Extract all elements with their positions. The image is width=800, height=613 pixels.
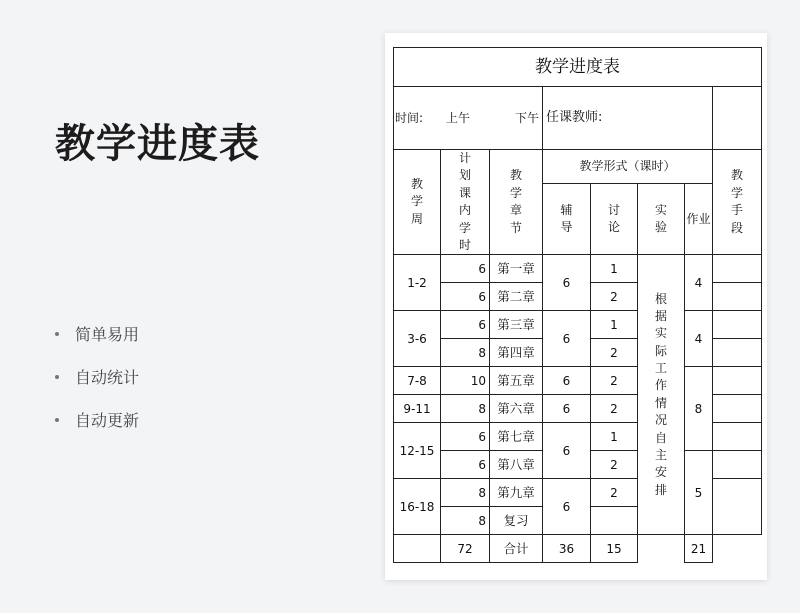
- week-cell[interactable]: 1-2: [394, 255, 441, 311]
- table-row: [394, 367, 762, 395]
- means-cell[interactable]: [713, 395, 762, 423]
- hours-cell[interactable]: 8: [441, 395, 490, 423]
- header-chapter: 教学章节: [490, 150, 543, 255]
- hours-cell[interactable]: 10: [441, 367, 490, 395]
- discussion-cell[interactable]: [591, 507, 638, 535]
- header-planned-hours: 计划课内学时: [441, 150, 490, 255]
- chapter-cell[interactable]: 第四章: [490, 339, 543, 367]
- hours-cell[interactable]: 6: [441, 255, 490, 283]
- chapter-cell[interactable]: 第一章: [490, 255, 543, 283]
- tutoring-cell[interactable]: 6: [543, 255, 591, 311]
- means-cell[interactable]: [713, 367, 762, 395]
- chapter-cell[interactable]: 复习: [490, 507, 543, 535]
- chapter-cell[interactable]: 第七章: [490, 423, 543, 451]
- total-homework-cell[interactable]: 21: [685, 535, 713, 563]
- table-row: [394, 255, 762, 283]
- hours-cell[interactable]: 6: [441, 283, 490, 311]
- discussion-cell[interactable]: 2: [591, 395, 638, 423]
- hours-cell[interactable]: 8: [441, 507, 490, 535]
- week-cell[interactable]: 16-18: [394, 479, 441, 535]
- total-row: [394, 535, 762, 563]
- header-tutoring: 辅导: [543, 184, 591, 255]
- total-experiment-cell[interactable]: [638, 535, 685, 563]
- feature-label: 自动更新: [75, 411, 140, 430]
- feature-list: [55, 312, 139, 441]
- means-cell[interactable]: [713, 479, 762, 535]
- feature-item: [55, 398, 139, 441]
- discussion-cell[interactable]: 2: [591, 339, 638, 367]
- page-title: 教学进度表: [55, 121, 260, 167]
- homework-cell[interactable]: 4: [685, 255, 713, 311]
- time-label: 时间:: [395, 111, 424, 125]
- chapter-cell[interactable]: 第八章: [490, 451, 543, 479]
- hours-cell[interactable]: 6: [441, 451, 490, 479]
- tutoring-cell[interactable]: 6: [543, 423, 591, 479]
- tutoring-cell[interactable]: 6: [543, 367, 591, 395]
- week-cell[interactable]: 3-6: [394, 311, 441, 367]
- time-cell[interactable]: [394, 87, 543, 150]
- bullet-icon: [55, 375, 59, 379]
- header-week: 教学周: [394, 150, 441, 255]
- discussion-cell[interactable]: 1: [591, 423, 638, 451]
- sheet-title: 教学进度表: [394, 48, 762, 87]
- total-tutoring-cell[interactable]: 36: [543, 535, 591, 563]
- chapter-cell[interactable]: 第二章: [490, 283, 543, 311]
- tutoring-cell[interactable]: 6: [543, 479, 591, 535]
- means-cell[interactable]: [713, 339, 762, 367]
- total-hours-cell[interactable]: 72: [441, 535, 490, 563]
- feature-item: [55, 355, 139, 398]
- discussion-cell[interactable]: 2: [591, 283, 638, 311]
- spreadsheet-preview: [385, 33, 767, 580]
- total-week-cell[interactable]: [394, 535, 441, 563]
- header-teaching-means: 教学手段: [713, 150, 762, 255]
- discussion-cell[interactable]: 2: [591, 451, 638, 479]
- total-discussion-cell[interactable]: 15: [591, 535, 638, 563]
- tutoring-cell[interactable]: 6: [543, 395, 591, 423]
- week-cell[interactable]: 9-11: [394, 395, 441, 423]
- header-experiment: 实验: [638, 184, 685, 255]
- bullet-icon: [55, 418, 59, 422]
- header-teaching-form: 教学形式（课时）: [543, 150, 713, 184]
- header-homework: 作业: [685, 184, 713, 255]
- pm-label: 下午: [514, 111, 539, 125]
- table-row: [394, 311, 762, 339]
- schedule-table: [393, 47, 762, 563]
- total-label[interactable]: 合计: [490, 535, 543, 563]
- week-cell[interactable]: 12-15: [394, 423, 441, 479]
- means-cell[interactable]: [713, 423, 762, 451]
- am-label: 上午: [446, 111, 471, 125]
- discussion-cell[interactable]: 2: [591, 367, 638, 395]
- homework-cell[interactable]: 4: [685, 311, 713, 367]
- means-cell[interactable]: [713, 451, 762, 479]
- chapter-cell[interactable]: 第九章: [490, 479, 543, 507]
- chapter-cell[interactable]: 第六章: [490, 395, 543, 423]
- chapter-cell[interactable]: 第三章: [490, 311, 543, 339]
- experiment-note-cell[interactable]: 根据实际工作情况自主安排: [638, 255, 685, 535]
- means-cell[interactable]: [713, 283, 762, 311]
- week-cell[interactable]: 7-8: [394, 367, 441, 395]
- discussion-cell[interactable]: 2: [591, 479, 638, 507]
- teacher-value-cell[interactable]: [713, 87, 762, 150]
- means-cell[interactable]: [713, 255, 762, 283]
- hours-cell[interactable]: 6: [441, 423, 490, 451]
- feature-item: [55, 312, 139, 355]
- tutoring-cell[interactable]: 6: [543, 311, 591, 367]
- teacher-label[interactable]: 任课教师:: [543, 87, 713, 150]
- hours-cell[interactable]: 8: [441, 479, 490, 507]
- header-discussion: 讨论: [591, 184, 638, 255]
- discussion-cell[interactable]: 1: [591, 311, 638, 339]
- feature-label: 简单易用: [75, 325, 140, 344]
- homework-cell[interactable]: 5: [685, 451, 713, 535]
- homework-cell[interactable]: 8: [685, 367, 713, 451]
- chapter-cell[interactable]: 第五章: [490, 367, 543, 395]
- total-means-cell[interactable]: [713, 535, 762, 563]
- discussion-cell[interactable]: 1: [591, 255, 638, 283]
- feature-label: 自动统计: [75, 368, 140, 387]
- hours-cell[interactable]: 6: [441, 311, 490, 339]
- hours-cell[interactable]: 8: [441, 339, 490, 367]
- bullet-icon: [55, 332, 59, 336]
- means-cell[interactable]: [713, 311, 762, 339]
